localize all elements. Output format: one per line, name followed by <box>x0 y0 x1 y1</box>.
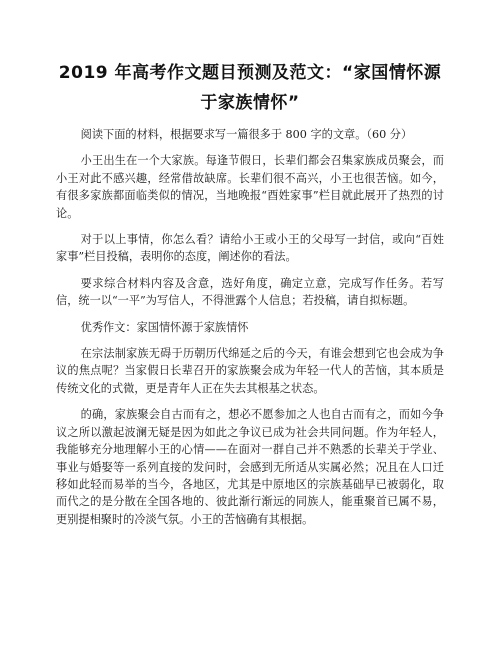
article-title: 2019 年高考作文题目预测及范文：“家国情怀源于家族情怀” <box>58 63 442 113</box>
paragraph-question: 对于以上事情，你怎么看？请给小王或小王的父母写一封信，或向“百姓家事”栏目投稿，表明你的态度，阐述你的看法。 <box>56 233 444 264</box>
paragraph-essay-heading: 优秀作文：家国情怀源于家族情怀 <box>80 320 249 334</box>
paragraph-essay-body: 的确，家族聚会自古而有之，想必不愿参加之人也自古而有之，而如今争议之所以激起波澜无疑是因为如此之争议已成为社会共同问题。作为年轻人，我能够充分地理解小王的心情——在面对一群自己并不熟悉的长辈关于学业、事业与婚娶等一系列直接的发问时，会感到无所适从实属必然；况且在人口迁移如此轻而易举的当今，各地区，尤其是中原地区的宗族基础早已被弱化，取而代之的是分散在全国各地的、彼此渐行渐远的同族人，能重聚首已属不易，更别提相聚时的冷淡气氛。小王的苦恼确有其根据。 <box>56 408 444 526</box>
paragraph-essay-intro: 在宗法制家族无碍于历朝历代绵延之后的今天，有谁会想到它也会成为争议的焦点呢？当家假日长辈召开的家族聚会成为年轻一代人的苦恼，其本质是传统文化的式微，更是青年人正在失去其根基之状态。 <box>56 347 444 395</box>
paragraph-material: 小王出生在一个大家族。每逢节假日，长辈们都会召集家族成员聚会，而小王对此不感兴趣，经常借故缺席。长辈们很不高兴，小王也很苦恼。如今，有很多家族都面临类似的情况，当地晚报“酉姓家事”栏目就此展开了热烈的讨论。 <box>56 154 444 220</box>
article-body <box>56 126 444 528</box>
paragraph-requirements: 要求综合材料内容及含意，选好角度，确定立意，完成写作任务。若写信，统一以“一平”为写信人，不得泄露个人信息；若投稿，请自拟标题。 <box>56 276 444 308</box>
paragraph-instructions: 阅读下面的材料，根据要求写一篇很多于 800 字的文章。（60 分） <box>80 128 413 141</box>
